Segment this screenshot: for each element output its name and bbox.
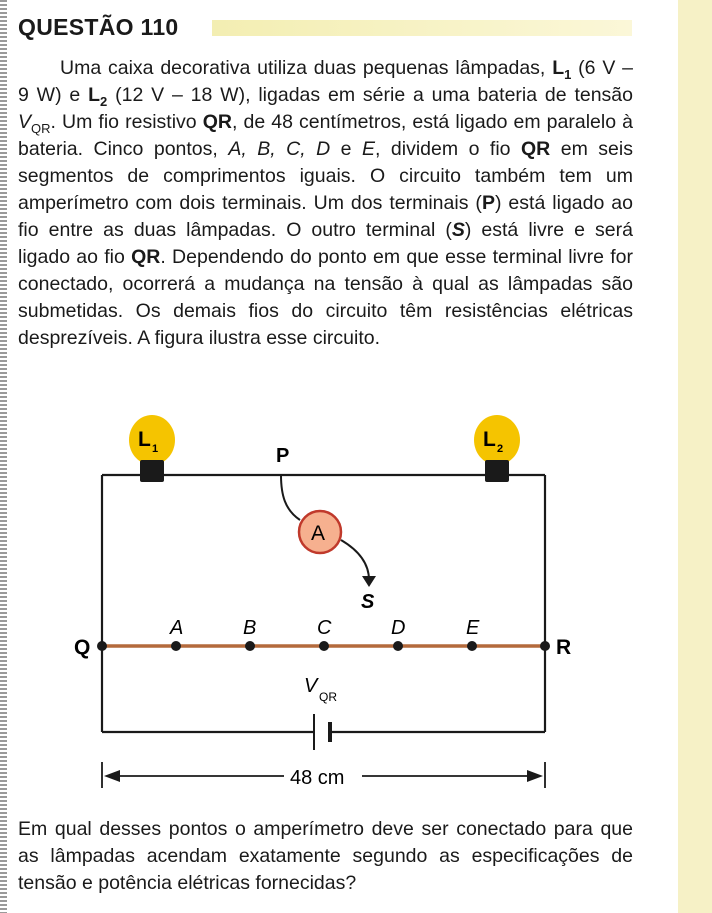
point-d-dot	[393, 641, 403, 651]
arrow-right-icon	[527, 770, 543, 782]
lamp2-subscript: 2	[100, 93, 108, 109]
stem-text-2: . Um fio resistivo	[50, 111, 203, 133]
voltage-subscript: QR	[31, 120, 51, 136]
point-b-dot	[245, 641, 255, 651]
point-e: E	[362, 138, 376, 160]
lamp2-label: L	[88, 84, 101, 106]
wire-qr-3: QR	[131, 246, 161, 268]
point-e-label: E	[466, 617, 480, 639]
stem-text-1: Uma caixa decorativa utiliza duas pequenas lâmpadas,	[60, 57, 546, 79]
question-prompt	[18, 816, 633, 897]
voltage-symbol: V	[18, 111, 32, 133]
battery-icon	[314, 714, 330, 750]
label-q: Q	[74, 636, 91, 659]
stem-text-4: e	[330, 138, 362, 160]
stem-text-9: . Dependendo do ponto em que esse terminal livre for conectado, ocorrerá a mudança na tensão à qual as lâmpadas são submetidas. Os demais fios do circuito têm resistências elétricas desprezíveis. A figura ilustra esse circuito.	[18, 246, 633, 349]
ammeter-label: A	[311, 522, 326, 545]
point-c-dot	[319, 641, 329, 651]
ammeter-lead-s	[341, 540, 369, 580]
stem-text-5: , dividem o fio	[375, 138, 521, 160]
stem-text-3: , de 48 centímetros, está ligado em paralelo à bateria. Cinco pontos,	[18, 111, 633, 160]
question-stem	[18, 55, 633, 352]
stem-text-8: ) está livre e será ligado ao fio	[18, 219, 633, 268]
arrow-down-icon	[362, 576, 376, 587]
ammeter-lead-p	[281, 475, 300, 520]
node-q	[97, 641, 107, 651]
terminal-p: P	[481, 192, 495, 214]
label-r: R	[556, 636, 572, 659]
wire-qr: QR	[202, 111, 232, 133]
point-d-label: D	[391, 617, 406, 639]
node-r	[540, 641, 550, 651]
point-a-label: A	[170, 617, 184, 639]
lamp2-spec: (12 V – 18 W), ligadas em série a uma bateria de tensão	[107, 84, 633, 106]
lamp1-label: L	[552, 57, 565, 79]
title-highlight-bar	[212, 20, 632, 36]
lamp-2-label: L	[483, 428, 496, 451]
stem-text-7: ) está ligado ao fio entre as duas lâmpadas. O outro terminal (	[18, 192, 633, 241]
wire-qr-2: QR	[521, 138, 551, 160]
lamp-1-label: L	[138, 428, 151, 451]
point-e-dot	[467, 641, 477, 651]
arrow-left-icon	[104, 770, 120, 782]
lamp-2-subscript: 2	[497, 443, 504, 455]
point-c-label: C	[317, 617, 332, 639]
lamp-1-subscript: 1	[152, 443, 159, 455]
stem-text-6: em seis segmentos de comprimentos iguais. O circuito também tem um amperímetro com dois terminais. Um dos terminais (	[18, 138, 633, 214]
terminal-p-label: P	[276, 445, 290, 467]
circuit-diagram	[0, 410, 712, 810]
lamp1-spec: (6 V – 9 W) e	[18, 57, 633, 106]
terminal-s-label: S	[361, 591, 375, 613]
point-b-label: B	[243, 617, 257, 639]
lamp1-subscript: 1	[564, 66, 572, 82]
question-ask: Em qual desses pontos o amperímetro deve ser conectado para que as lâmpadas acendam exatamente segundo as especificações de tensão e potência elétricas fornecidas?	[18, 818, 633, 894]
question-title: QUESTÃO 110	[18, 14, 179, 40]
battery-label: V	[304, 675, 318, 697]
points-list: A, B, C, D	[228, 138, 331, 160]
terminal-s: S	[451, 219, 465, 241]
point-a-dot	[171, 641, 181, 651]
length-label: 48 cm	[290, 767, 345, 789]
battery-subscript: QR	[319, 690, 337, 704]
